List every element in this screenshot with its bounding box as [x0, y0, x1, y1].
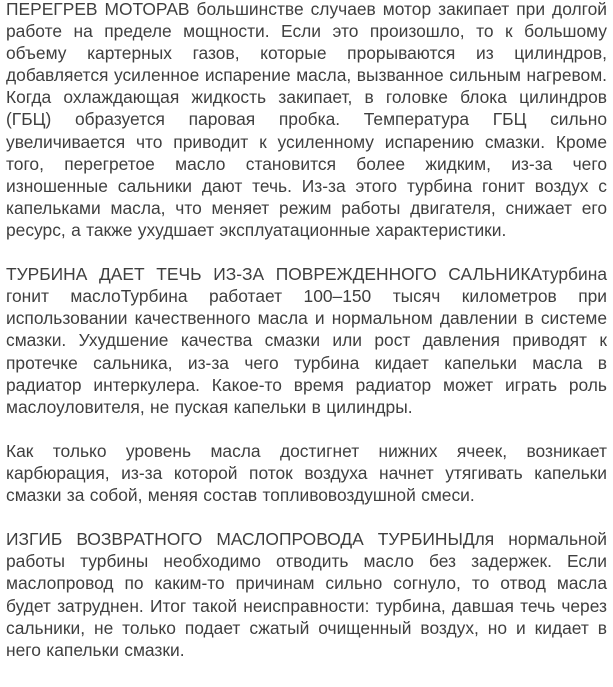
paragraph-engine-overheat: ПЕРЕГРЕВ МОТОРАВ большинстве случаев мотор закипает при долгой работе на пределе мощности. Если это произошло, то к большому объему картерных газов, которые прорываются из цилиндров, добавляется усиленное испарение масла, вызванное сильным нагревом. Когда охлаждающая жидкость закипает, в головке блока цилиндров (ГБЦ) образуется паровая пробка. Температура ГБЦ сильно увеличивается что приводит к усиленному испарению смазки. Кроме того, перегретое масло становится более жидким, из-за чего изношенные сальники дают течь. Из-за этого турбина гонит воздух с капельками масла, что меняет режим работы двигателя, снижает его ресурс, а также ухудшает эксплуатационные характеристики. — [6, 0, 607, 240]
paragraph-carburation: Как только уровень масла достигнет нижних ячеек, возникает карбюрация, из-за которой поток воздуха начнет утягивать капельки смазки за собой, меняя состав топливовоздушной смеси. — [6, 440, 607, 506]
paragraph-return-oil-line: ИЗГИБ ВОЗВРАТНОГО МАСЛОПРОВОДА ТУРБИНЫДля нормальной работы турбины необходимо отводить масло без задержек. Если маслопровод по каким-то причинам сильно согнуло, то отвод масла будет затруднен. Итог такой неисправности: турбина, давшая течь через сальники, не только подает сжатый очищенный воздух, но и кидает в него капельки смазки. — [6, 529, 607, 660]
paragraph-turbine-seal-leak: ТУРБИНА ДАЕТ ТЕЧЬ ИЗ-ЗА ПОВРЕЖДЕННОГО САЛЬНИКАтурбина гонит маслоТурбина работает 100–150 тысяч километров при использовании качественного масла и нормальном давлении в системе смазки. Ухудшение качества смазки или рост давления приводят к протечке сальника, из-за чего турбина кидает капельки масла в радиатор интеркулера. Какое-то время радиатор может играть роль маслоуловителя, не пуская капельки в цилиндры. — [6, 264, 607, 417]
